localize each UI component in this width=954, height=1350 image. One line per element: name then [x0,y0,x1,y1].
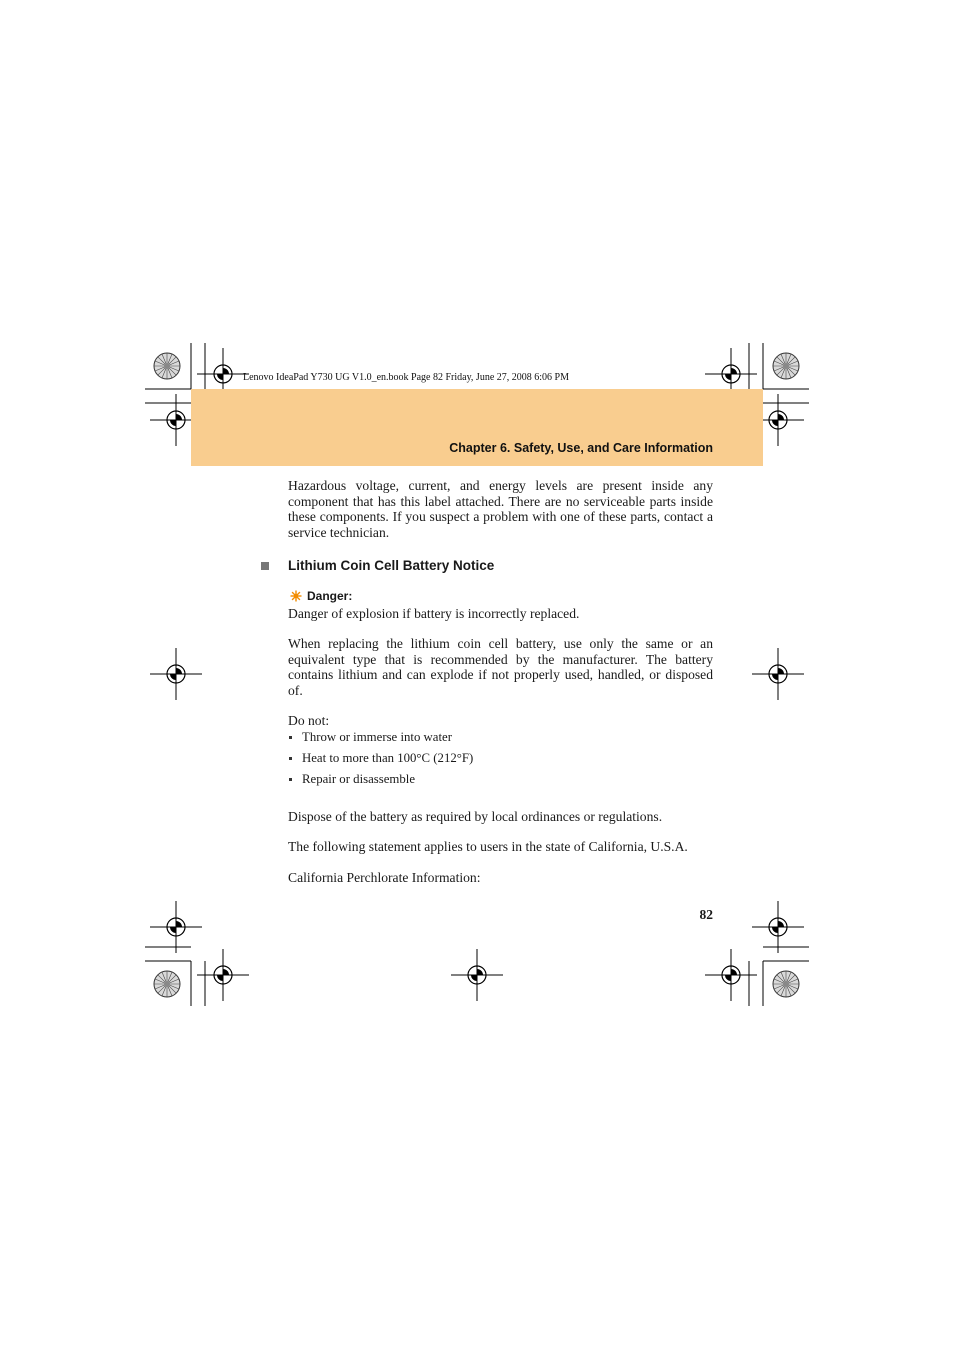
crosshair-target-icon [752,648,804,700]
replacement-paragraph: When replacing the lithium coin cell battery, use only the same or an equivalent type that is recommended by the manufacturer. The battery contains lithium and can explode if not properly used, handled, or disposed of. [288,636,713,698]
do-not-label: Do not: [288,713,330,728]
california-paragraph: The following statement applies to users in the state of California, U.S.A. [288,839,688,854]
intro-paragraph: Hazardous voltage, current, and energy levels are present inside any component that has this label attached. There are no serviceable parts inside these components. If you suspect a problem with one of these parts, contact a service technician. [288,478,713,540]
perchlorate-label: California Perchlorate Information: [288,870,481,885]
print-info-line: Lenovo IdeaPad Y730 UG V1.0_en.book Page 82 Friday, June 27, 2008 6:06 PM [243,372,569,383]
registration-wheel-icon [154,971,180,997]
list-item: Throw or immerse into water [302,730,452,744]
square-bullet-icon [261,562,269,570]
list-bullet-icon [289,757,292,760]
registration-wheel-icon [773,971,799,997]
danger-label: Danger: [307,589,353,603]
danger-callout [290,589,352,603]
list-bullet-icon [289,778,292,781]
crosshair-target-icon [150,648,202,700]
crosshair-target-icon [451,949,503,1001]
list-bullet-icon [289,736,292,739]
section-heading: Lithium Coin Cell Battery Notice [288,558,495,573]
list-item: Repair or disassemble [302,772,416,786]
danger-burst-icon [290,590,302,602]
chapter-title: Chapter 6. Safety, Use, and Care Information [449,441,713,455]
registration-wheel-icon [154,353,180,379]
crosshair-target-icon [752,901,804,953]
dispose-paragraph: Dispose of the battery as required by local ordinances or regulations. [288,809,663,824]
danger-text: Danger of explosion if battery is incorrectly replaced. [288,606,580,621]
list-item: Heat to more than 100°C (212°F) [302,751,474,765]
page-number: 82 [699,907,713,922]
registration-wheel-icon [773,353,799,379]
chapter-header-band [191,389,763,466]
crosshair-target-icon [150,901,202,953]
